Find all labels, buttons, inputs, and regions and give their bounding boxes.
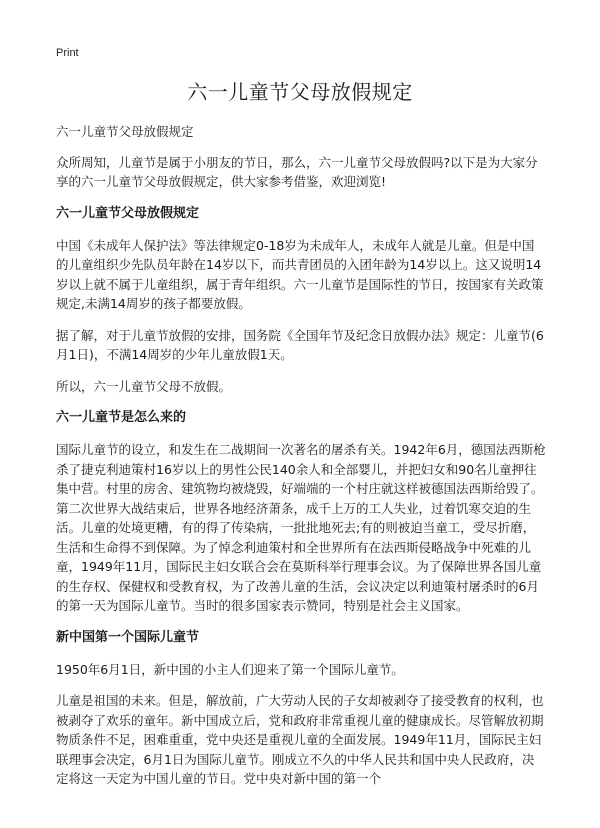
section-heading-first-childrens-day: 新中国第一个国际儿童节 [56,629,200,645]
article-body [56,122,546,801]
page-title: 六一儿童节父母放假规定 [187,80,413,104]
intro-paragraph: 众所周知，儿童节是属于小朋友的节日，那么，六一儿童节父母放假吗?以下是为大家分享的六一儿童节父母放假规定，供大家参考借鉴，欢迎浏览! [56,154,538,189]
paragraph: 中国《未成年人保护法》等法律规定0-18岁为未成年人，未成年人就是儿童。但是中国的儿童组织少先队员年龄在14岁以下，而共青团员的入团年龄为14岁以上。这又说明14岁以上就不属于儿童组织，属于青年组织。六一儿童节是国际性的节日，按国家有关政策规定,未满14周岁的孩子都要放假。 [56,237,544,311]
print-link[interactable]: Print [56,47,79,59]
paragraph: 国际儿童节的设立，和发生在二战期间一次著名的屠杀有关。1942年6月，德国法西斯枪杀了捷克利迪策村16岁以上的男性公民140余人和全部婴儿，并把妇女和90名儿童押往集中营。村里的房舍、建筑物均被烧毁，好端端的一个村庄就这样被德国法西斯给毁了。第二次世界大战结束后，世界各地经济萧条，成千上万的工人失业，过着饥寒交迫的生活。儿童的处境更糟，有的得了传染病，一批批地死去;有的则被迫当童工，受尽折磨，生活和生命得不到保障。为了悼念利迪策村和全世界所有在法西斯侵略战争中死难的儿童，1949年11月，国际民主妇女联合会在莫斯科举行理事会议。为了保障世界各国儿童的生存权、保健权和受教育权，为了改善儿童的生活，会议决定以利迪策村屠杀时的6月的第一天为国际儿童节。当时的很多国家表示赞同，特别是社会主义国家。 [56,442,546,613]
paragraph: 据了解，对于儿童节放假的安排，国务院《全国年节及纪念日放假办法》规定：儿童节(6月1日)，不满14周岁的少年儿童放假1天。 [56,327,544,362]
paragraph: 所以，六一儿童节父母不放假。 [56,378,232,394]
article-subtitle: 六一儿童节父母放假规定 [56,124,194,139]
section-heading-origin: 六一儿童节是怎么来的 [56,410,187,425]
paragraph: 儿童是祖国的未来。但是，解放前，广大劳动人民的子女却被剥夺了接受教育的权利，也被剥夺了欢乐的童年。新中国成立后，党和政府非常重视儿童的健康成长。尽管解放初期物质条件不足，困难重重，党中央还是重视儿童的全面发展。1949年11月，国际民主妇联理事会决定，6月1日为国际儿童节。刚成立不久的中华人民共和国中央人民政府，决定将这一天定为中国儿童的节日。党中央对新中国的第一个 [56,693,544,786]
section-heading-holiday-rules: 六一儿童节父母放假规定 [56,205,200,221]
paragraph: 1950年6月1日，新中国的小主人们迎来了第一个国际儿童节。 [56,661,404,677]
